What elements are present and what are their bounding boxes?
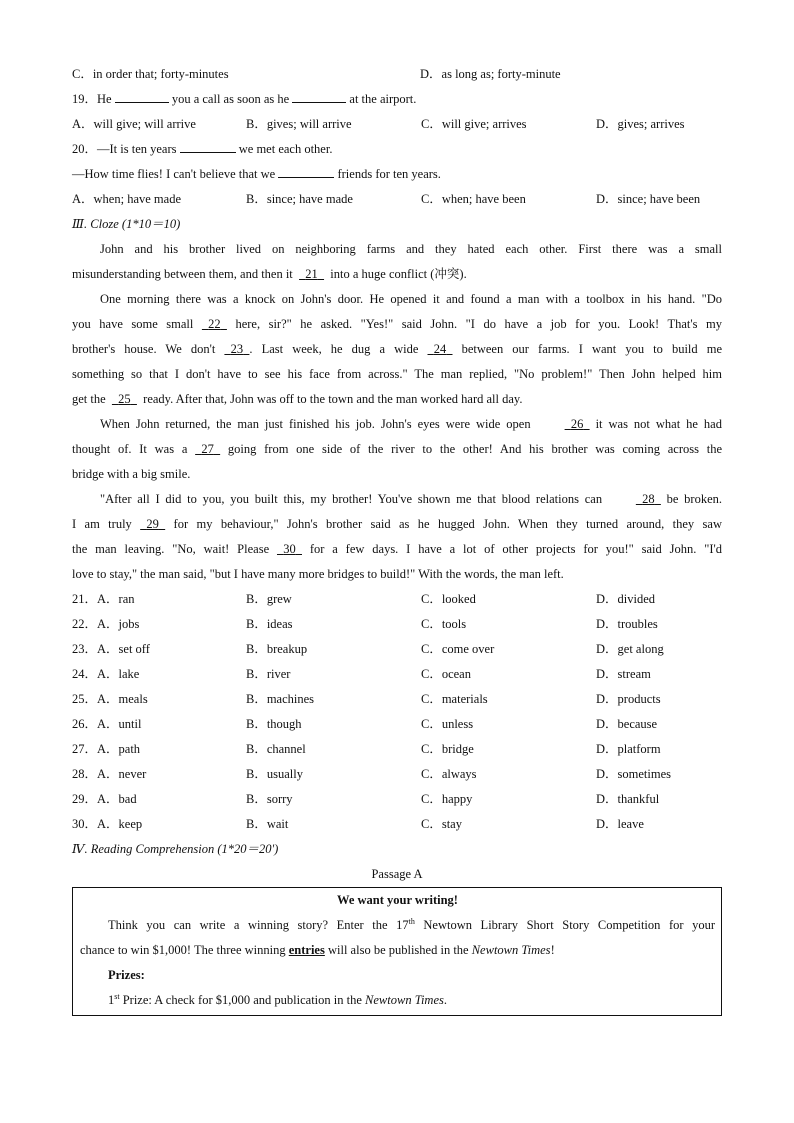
cloze-text: . Last week, he dug a wide [249, 342, 419, 356]
option-a: 25．A．meals [72, 692, 148, 706]
blank-24-number: 24 [433, 342, 447, 356]
option-b: B．usually [246, 767, 303, 781]
cloze-p2-line-4: something so that I don't have to see his face from across." The man replied, "No problem!" Then John helped him [72, 367, 722, 381]
option-d: D．platform [596, 742, 661, 756]
option-b: B．ideas [246, 617, 293, 631]
box-text: will also be published in the [327, 943, 469, 957]
cloze-text: you have some small [72, 317, 194, 331]
blank-26-number: 26 [570, 417, 584, 431]
q19-blank-2 [292, 91, 346, 103]
option-c: C．tools [421, 617, 467, 631]
cloze-text: get the [72, 392, 106, 406]
option-a: 22．A．jobs [72, 617, 140, 631]
q19-stem-part: at the airport. [349, 92, 417, 106]
cloze-text: brother's house. We don't [72, 342, 216, 356]
box-text: Prize: A check for $1,000 and publication in the [122, 993, 362, 1007]
cloze-text: into a huge conflict (冲突). [330, 267, 467, 281]
cloze-option-row-29 [72, 787, 722, 812]
passage-a-label: Passage A [371, 867, 423, 881]
blank-22-number: 22 [208, 317, 221, 331]
box-text: 1 [108, 993, 115, 1007]
q20-line-1 [72, 137, 722, 162]
cloze-option-row-26 [72, 712, 722, 737]
cloze-p2-line-3 [72, 337, 722, 362]
newspaper-name: Newtown Times [365, 993, 444, 1007]
cloze-p3-line-3: bridge with a big smile. [72, 467, 191, 481]
option-b: B．grew [246, 592, 292, 606]
entries-word: entries [288, 943, 325, 957]
option-c: C．come over [421, 642, 495, 656]
cloze-p3-line-2 [72, 437, 722, 462]
prizes-heading: Prizes: [108, 968, 145, 982]
option-a: 27．A．path [72, 742, 141, 756]
option-a: 28．A．never [72, 767, 147, 781]
blank-22 [202, 312, 227, 337]
option-c: C．ocean [421, 667, 471, 681]
option-d: D．stream [596, 667, 651, 681]
q19-option-b: B．gives; will arrive [246, 117, 352, 131]
q20-blank-2 [278, 166, 334, 178]
option-c: C．stay [421, 817, 462, 831]
q19-option-c: C．will give; arrives [421, 117, 527, 131]
q19-stem-part: 19．He [72, 92, 112, 106]
option-b: B．machines [246, 692, 315, 706]
option-d: D．troubles [596, 617, 658, 631]
option-d: D．products [596, 692, 661, 706]
prize-1-line [80, 988, 715, 1013]
option-b: B．though [246, 717, 302, 731]
option-c: C．materials [421, 692, 488, 706]
cloze-p4-line-3 [72, 537, 722, 562]
q20-text: friends for ten years. [337, 167, 441, 181]
q20-blank-1 [180, 141, 236, 153]
q19-stem [72, 87, 722, 112]
blank-24 [428, 337, 453, 362]
cloze-option-row-28 [72, 762, 722, 787]
option-d: D．sometimes [596, 767, 671, 781]
option-c: C．always [421, 767, 477, 781]
blank-30 [277, 537, 302, 562]
cloze-option-row-23 [72, 637, 722, 662]
cloze-p4-line-4: love to stay," the man said, "but I have many more bridges to build!" With the words, the man left. [72, 567, 564, 581]
box-line-1 [80, 913, 715, 938]
box-text: ! [550, 943, 555, 957]
cloze-text: ready. After that, John was off to the town and the man worked hard all day. [143, 392, 523, 406]
blank-25 [112, 387, 137, 412]
q20-option-a: A．when; have made [72, 192, 181, 206]
cloze-text: for my behaviour," John's brother said as he hugged John. When they turned around, they saw [173, 517, 722, 531]
cloze-p3-line-1 [72, 412, 722, 437]
blank-29 [140, 512, 165, 537]
option-a: 26．A．until [72, 717, 142, 731]
box-text: Newtown Library Short Story Competition for your [423, 918, 715, 932]
superscript-th: th [408, 916, 415, 926]
blank-21 [299, 262, 324, 287]
option-a: 23．A．set off [72, 642, 150, 656]
q19-options-row [72, 112, 722, 137]
option-c: C．looked [421, 592, 476, 606]
box-title: We want your writing! [337, 893, 458, 907]
q20-option-b: B．since; have made [246, 192, 353, 206]
cloze-option-row-24 [72, 662, 722, 687]
option-b: B．channel [246, 742, 306, 756]
cloze-p4-line-1 [72, 487, 722, 512]
q18-option-c: C．in order that; forty-minutes [72, 67, 229, 81]
blank-28-number: 28 [642, 492, 655, 506]
cloze-p2-line-5 [72, 387, 722, 412]
option-b: B．breakup [246, 642, 308, 656]
q20-options-row [72, 187, 722, 212]
q20-text: 20．—It is ten years [72, 142, 177, 156]
q20-option-c: C．when; have been [421, 192, 526, 206]
box-text: . [443, 993, 447, 1007]
option-d: D．get along [596, 642, 664, 656]
blank-30-number: 30 [283, 542, 296, 556]
q20-option-d: D．since; have been [596, 192, 701, 206]
cloze-text: When John returned, the man just finished his job. John's eyes were wide open [100, 417, 531, 431]
option-d: D．leave [596, 817, 644, 831]
option-c: C．unless [421, 717, 474, 731]
option-c: C．bridge [421, 742, 474, 756]
q20-text: —How time flies! I can't believe that we [72, 167, 276, 181]
cloze-p1-line-2 [72, 262, 722, 287]
cloze-p2-line-2 [72, 312, 722, 337]
q20-line-2 [72, 162, 722, 187]
option-b: B．wait [246, 817, 289, 831]
option-a: 24．A．lake [72, 667, 140, 681]
blank-21-number: 21 [305, 267, 318, 281]
option-c: C．happy [421, 792, 473, 806]
box-text: Think you can write a winning story? Enter the 17 [108, 918, 409, 932]
cloze-text: I am truly [72, 517, 132, 531]
cloze-option-row-22 [72, 612, 722, 637]
cloze-p1-line-1: John and his brother lived on neighboring farms and they hated each other. First there was a small [100, 242, 722, 256]
blank-27 [195, 437, 220, 462]
passage-a-box [72, 887, 722, 1016]
cloze-option-row-21 [72, 587, 722, 612]
option-b: B．sorry [246, 792, 293, 806]
cloze-text: misunderstanding between them, and then it [72, 267, 293, 281]
cloze-text: thought of. It was a [72, 442, 188, 456]
blank-29-number: 29 [146, 517, 159, 531]
blank-27-number: 27 [201, 442, 214, 456]
blank-25-number: 25 [118, 392, 131, 406]
box-text: chance to win $1,000! The three winning [80, 943, 286, 957]
cloze-text: here, sir?" he asked. "Yes!" said John. "I do have a job for you. Look! That's my [235, 317, 722, 331]
cloze-text: it was not what he had [595, 417, 722, 431]
blank-23 [224, 337, 249, 362]
cloze-text: between our farms. I want you to build me [461, 342, 722, 356]
newspaper-name: Newtown Times [471, 943, 551, 957]
cloze-text: for a few days. I have a lot of other projects for you!" said John. "I'd [309, 542, 722, 556]
option-a: 21．A．ran [72, 592, 135, 606]
cloze-text: going from one side of the river to the other! And his brother was coming across the [227, 442, 722, 456]
option-d: D．thankful [596, 792, 660, 806]
cloze-text: "After all I did to you, you built this, my brother! You've shown me that blood relations can [100, 492, 603, 506]
q18-options-row [72, 62, 722, 87]
q19-blank-1 [115, 91, 169, 103]
q19-option-d: D．gives; arrives [596, 117, 685, 131]
blank-23-number: 23 [230, 342, 244, 356]
option-d: D．divided [596, 592, 656, 606]
q19-option-a: A．will give; will arrive [72, 117, 196, 131]
cloze-option-row-30 [72, 812, 722, 837]
q20-text: we met each other. [238, 142, 333, 156]
superscript-st: st [114, 991, 120, 1001]
exam-page [72, 62, 722, 1016]
option-b: B．river [246, 667, 291, 681]
cloze-option-row-25 [72, 687, 722, 712]
cloze-p4-line-2 [72, 512, 722, 537]
q18-option-d: D．as long as; forty-minute [420, 67, 561, 81]
option-d: D．because [596, 717, 658, 731]
cloze-text: the man leaving. "No, wait! Please [72, 542, 270, 556]
q19-stem-part: you a call as soon as he [171, 92, 290, 106]
cloze-p2-line-1: One morning there was a knock on John's door. He opened it and found a man with a toolbox in his hand. "Do [100, 292, 722, 306]
option-a: 29．A．bad [72, 792, 137, 806]
blank-26 [537, 412, 590, 437]
option-a: 30．A．keep [72, 817, 143, 831]
box-line-2 [80, 938, 715, 963]
section-4-title: Ⅳ. Reading Comprehension (1*20＝20') [72, 842, 279, 856]
section-3-title: Ⅲ. Cloze (1*10＝10) [72, 217, 181, 231]
cloze-option-row-27 [72, 737, 722, 762]
cloze-text: be broken. [666, 492, 722, 506]
blank-28 [608, 487, 661, 512]
